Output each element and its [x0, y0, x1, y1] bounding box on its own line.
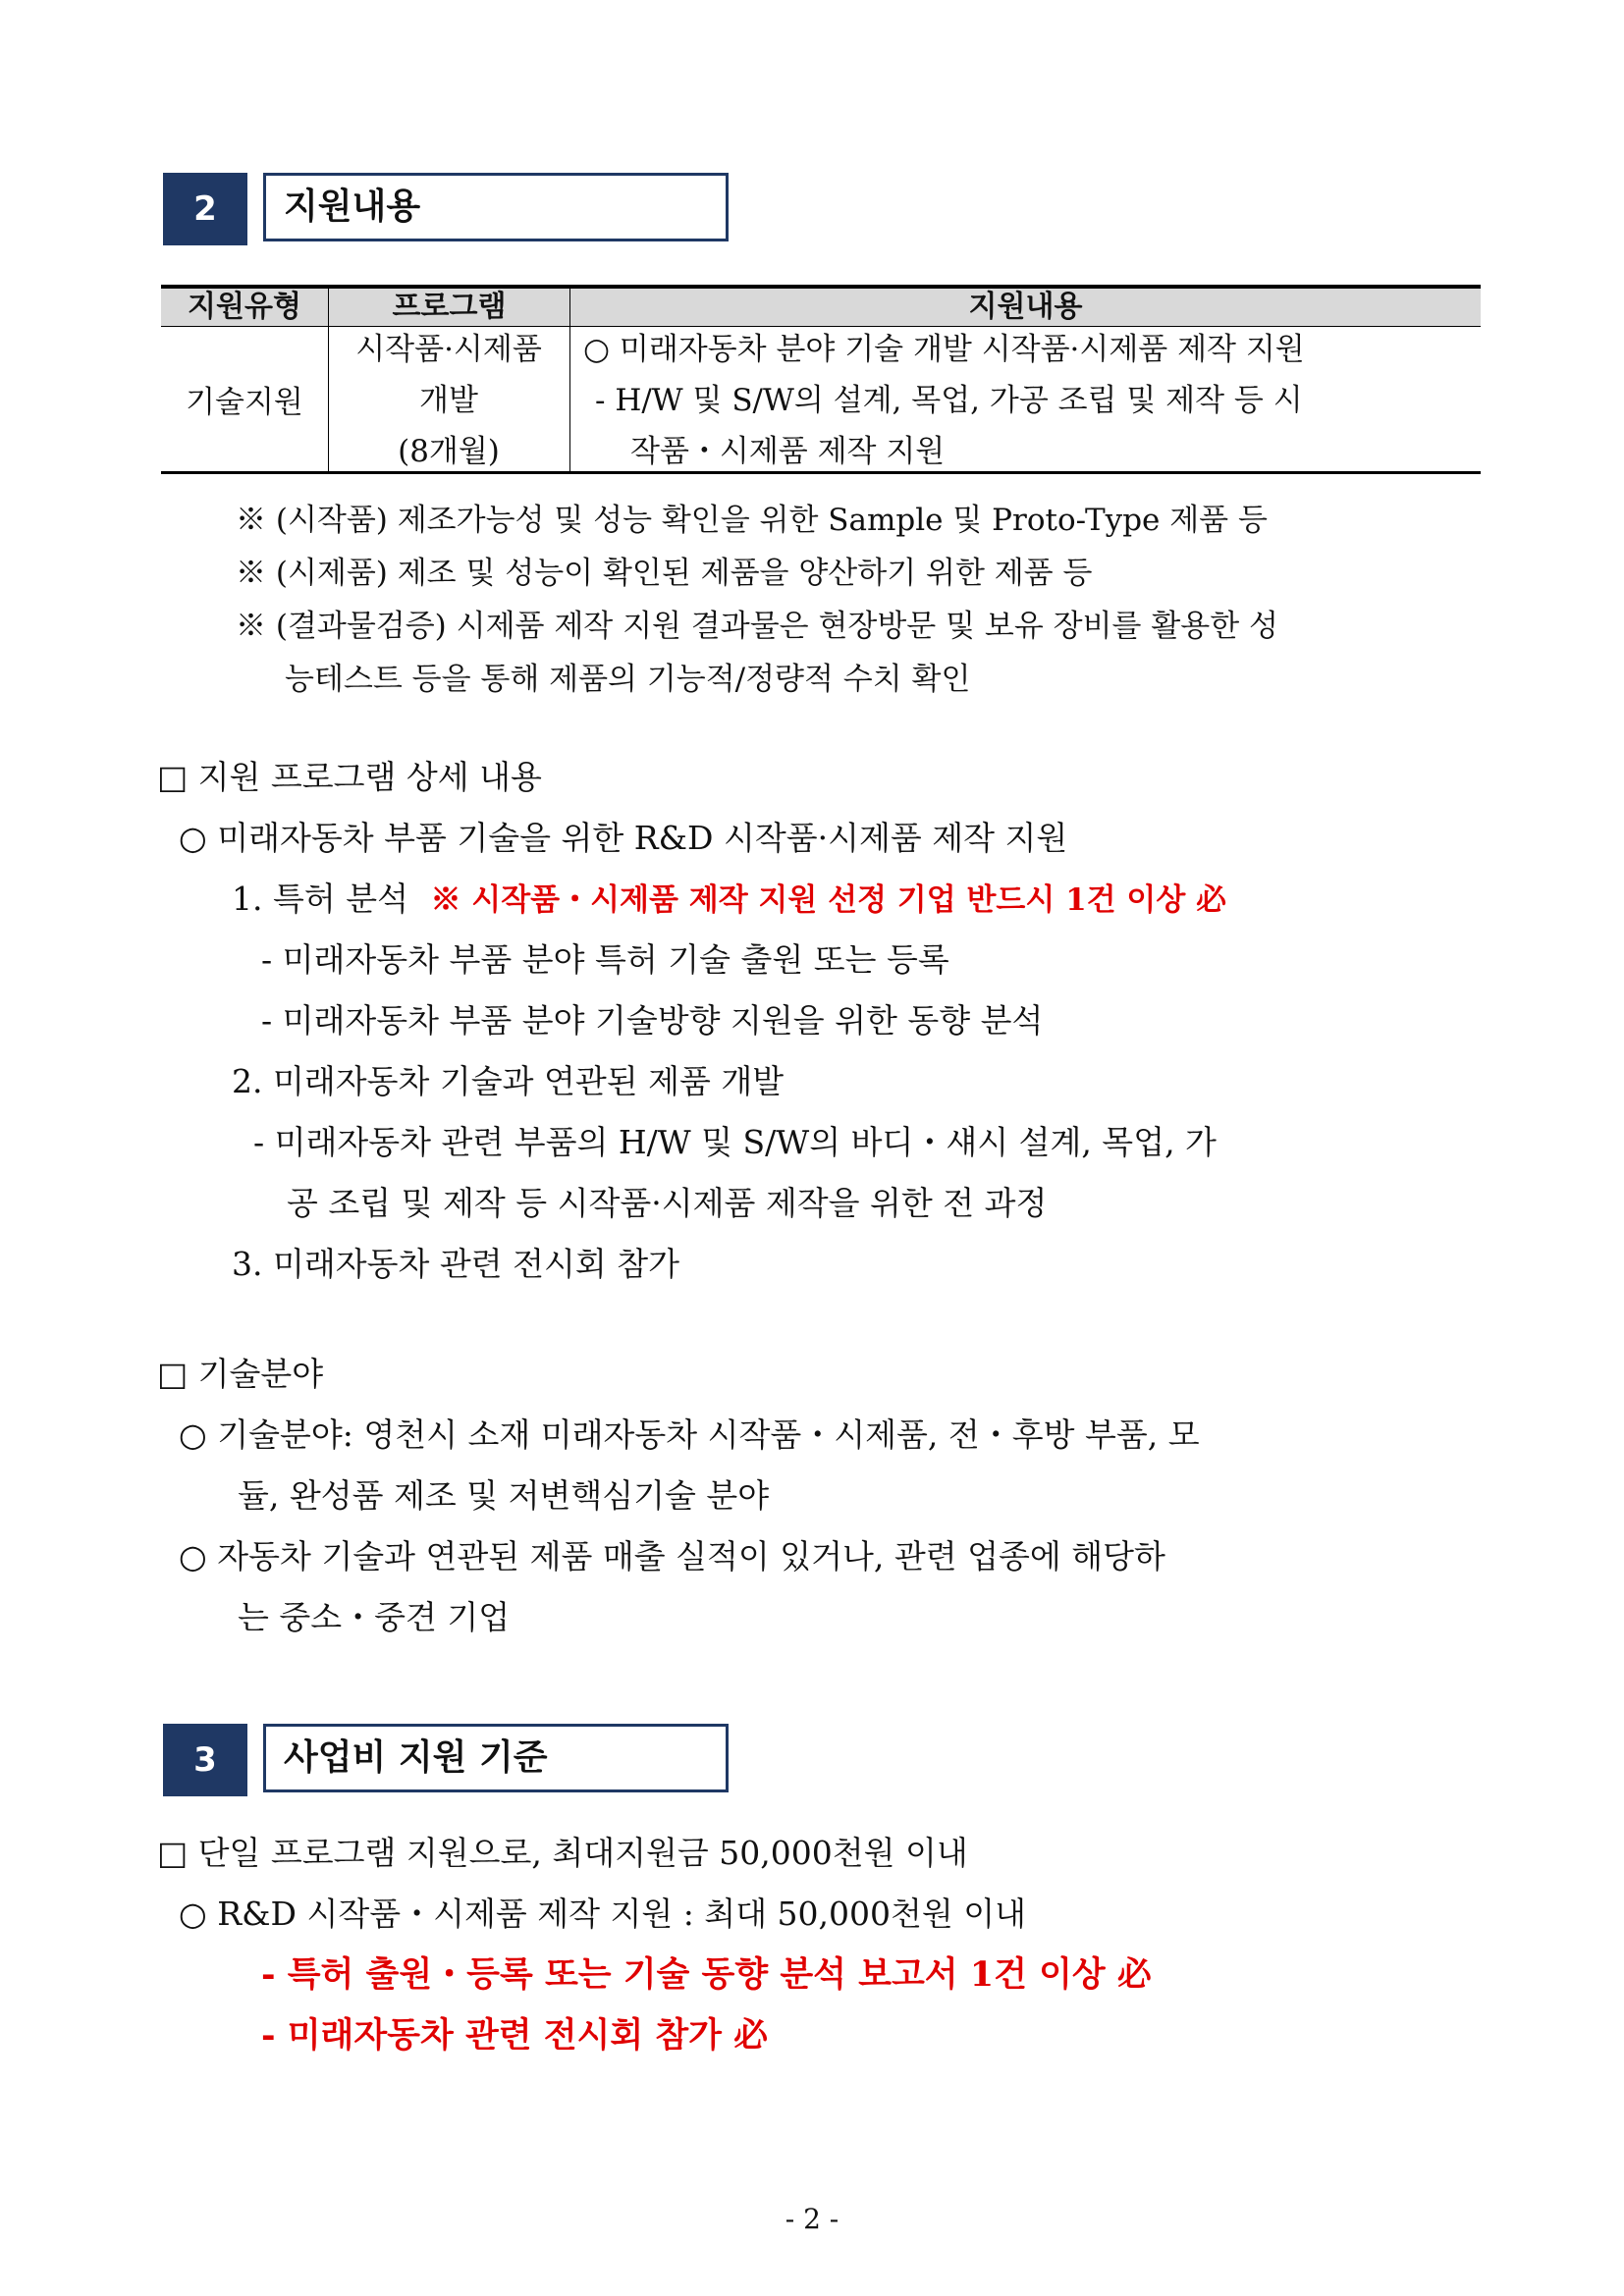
table-header-program: 프로그램 [392, 290, 507, 324]
detail-item-3: 3. 미래자동차 관련 전시회 참가 [232, 1245, 679, 1283]
note-pilot: ※ (시제품) 제조 및 성능이 확인된 제품을 양산하기 위한 제품 등 [236, 556, 1093, 591]
table-header-content: 지원내용 [968, 290, 1083, 324]
note-prototype: ※ (시작품) 제조가능성 및 성능 확인을 위한 Sample 및 Proto-Type 제품 등 [236, 503, 1268, 538]
note-verification-cont: 능테스트 등을 통해 제품의 기능적/정량적 수치 확인 [285, 662, 971, 697]
note-verification: ※ (결과물검증) 시제품 제작 지원 결과물은 현장방문 및 보유 장비를 활용한 성 [236, 609, 1278, 644]
detail-item-1-label: 1. 특허 분석 [232, 880, 408, 918]
tech-bullet-1-line1: ○ 기술분야: 영천시 소재 미래자동차 시작품・시제품, 전・후방 부품, 모 [179, 1415, 1200, 1454]
section-title: 사업비 지원 기준 [263, 1724, 729, 1792]
tech-bullet-2-line2: 는 중소・중견 기업 [238, 1598, 511, 1636]
table-cell-program-3: (8개월) [398, 434, 500, 469]
table-cell-program-2: 개발 [419, 383, 478, 418]
section-number: 3 [163, 1724, 247, 1796]
tech-bullet-1-line2: 듈, 완성품 제조 및 저변핵심기술 분야 [238, 1476, 770, 1515]
detail-heading: □ 지원 프로그램 상세 내용 [157, 758, 542, 796]
tech-heading: □ 기술분야 [157, 1355, 324, 1393]
table-cell-program-1: 시작품·시제품 [355, 332, 542, 367]
detail-item-1-note: ※ 시작품・시제품 제작 지원 선정 기업 반드시 1건 이상 必 [430, 882, 1227, 918]
table-header-type: 지원유형 [188, 290, 301, 324]
detail-item-1b: - 미래자동차 부품 분야 기술방향 지원을 위한 동향 분석 [261, 1001, 1044, 1040]
detail-item-1a: - 미래자동차 부품 분야 특허 기술 출원 또는 등록 [261, 940, 949, 979]
table-cell-type: 기술지원 [186, 385, 303, 420]
detail-item-2a-line1: - 미래자동차 관련 부품의 H/W 및 S/W의 바디・섀시 설계, 목업, 가 [253, 1123, 1217, 1161]
section-number: 2 [163, 173, 247, 245]
budget-sub: ○ R&D 시작품・시제품 제작 지원 : 최대 50,000천원 이내 [179, 1895, 1027, 1933]
budget-requirement-1: - 특허 출원・등록 또는 기술 동향 분석 보고서 1건 이상 必 [261, 1954, 1152, 1995]
detail-sub: ○ 미래자동차 부품 기술을 위한 R&D 시작품·시제품 제작 지원 [179, 819, 1068, 857]
tech-bullet-2-line1: ○ 자동차 기술과 연관된 제품 매출 실적이 있거나, 관련 업종에 해당하 [179, 1537, 1165, 1575]
table-cell-content-1: ○ 미래자동차 분야 기술 개발 시작품·시제품 제작 지원 [583, 332, 1305, 367]
budget-requirement-2: - 미래자동차 관련 전시회 참가 必 [261, 2015, 769, 2056]
table-cell-content-2: - H/W 및 S/W의 설계, 목업, 가공 조립 및 제작 등 시 [595, 383, 1303, 418]
detail-item-2a-line2: 공 조립 및 제작 등 시작품·시제품 제작을 위한 전 과정 [287, 1184, 1048, 1222]
table-cell-content-3: 작품・시제품 제작 지원 [630, 434, 946, 469]
section-title: 지원내용 [263, 173, 729, 241]
support-table [161, 285, 1481, 475]
detail-item-2: 2. 미래자동차 기술과 연관된 제품 개발 [232, 1062, 785, 1100]
detail-item-1 [232, 880, 1226, 920]
page-number: - 2 - [785, 2203, 839, 2235]
budget-heading: □ 단일 프로그램 지원으로, 최대지원금 50,000천원 이내 [157, 1834, 968, 1872]
